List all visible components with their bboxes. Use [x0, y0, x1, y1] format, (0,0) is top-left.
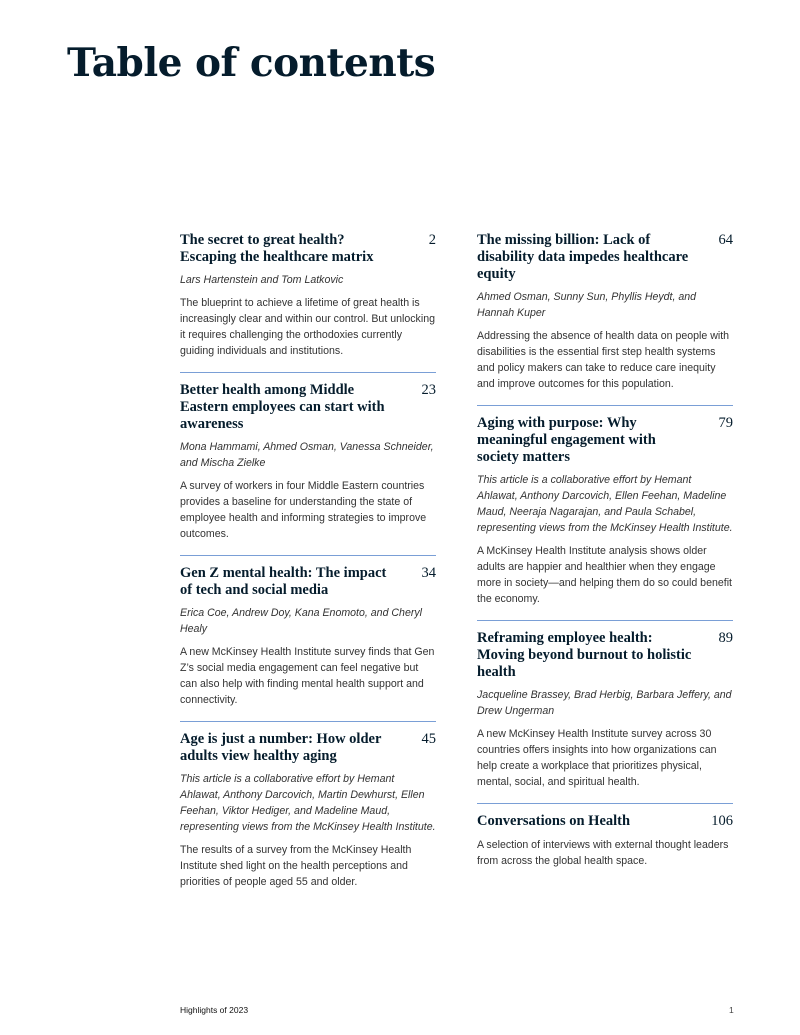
footer-publication-label: Highlights of 2023 — [180, 1005, 249, 1015]
toc-entry[interactable] — [180, 232, 436, 372]
toc-right-column — [477, 232, 733, 869]
toc-entry-authors: Mona Hammami, Ahmed Osman, Vanessa Schneider, and Mischa Zielke — [180, 441, 434, 469]
toc-entry-page-number[interactable]: 23 — [421, 382, 436, 398]
toc-entry-page-number[interactable]: 79 — [718, 415, 733, 431]
footer-page-number: 1 — [729, 1005, 734, 1015]
toc-entry-page-number[interactable]: 64 — [718, 232, 733, 248]
toc-entry[interactable] — [180, 372, 436, 555]
toc-entry-authors: This article is a collaborative effort by Hemant Ahlawat, Anthony Darcovich, Ellen Feehan, Madeline Maud, Neeraja Nagarajan, and Paula Schabel, representing views from the McKinsey Health Institute. — [477, 474, 733, 534]
toc-entry-title[interactable]: Gen Z mental health: The impact of tech and social media — [180, 565, 387, 598]
toc-entry-description: Addressing the absence of health data on people with disabilities is the essential first step health systems and policy makers can take to reduce care inequity and improve outcomes for this population. — [477, 330, 730, 390]
toc-entry-page-number[interactable]: 106 — [711, 813, 733, 829]
toc-entry-description: A new McKinsey Health Institute survey across 30 countries offers insights into how organizations can help create a workplace that prioritizes physical, mental, social, and spiritual health. — [477, 728, 717, 788]
toc-entry[interactable] — [180, 555, 436, 721]
toc-left-column — [180, 232, 436, 890]
toc-entry-title[interactable]: Reframing employee health: Moving beyond burnout to holistic health — [477, 630, 692, 680]
toc-entry-authors: Lars Hartenstein and Tom Latkovic — [180, 274, 344, 286]
toc-entry[interactable] — [180, 721, 436, 890]
toc-entry-description: A McKinsey Health Institute analysis shows older adults are happier and healthier when they engage more in society—and helping them do so could benefit the economy. — [477, 545, 732, 605]
toc-entry-page-number[interactable]: 2 — [428, 232, 436, 248]
toc-entry-page-number[interactable]: 89 — [718, 630, 733, 646]
toc-entry-description: A selection of interviews with external thought leaders from across the global health space. — [477, 839, 729, 867]
toc-entry[interactable] — [477, 232, 733, 405]
toc-entry-description: A new McKinsey Health Institute survey finds that Gen Z’s social media engagement can feel negative but can also help with finding mental health support and connectivity. — [180, 646, 435, 706]
toc-entry-page-number[interactable]: 34 — [421, 565, 436, 581]
toc-entry-title[interactable]: The secret to great health? Escaping the healthcare matrix — [180, 232, 374, 265]
toc-entry-title[interactable]: Better health among Middle Eastern employees can start with awareness — [180, 382, 385, 432]
toc-entry-description: The results of a survey from the McKinsey Health Institute shed light on the health perceptions and priorities of people aged 55 and older. — [180, 844, 412, 888]
toc-entry-title[interactable]: Age is just a number: How older adults view healthy aging — [180, 731, 382, 764]
toc-entry[interactable] — [477, 803, 733, 869]
toc-entry-description: A survey of workers in four Middle Eastern countries provides a baseline for understanding the state of employee health and informing strategies to improve outcomes. — [180, 480, 427, 540]
toc-entry-description: The blueprint to achieve a lifetime of great health is increasingly clear and within our control. But unlocking it requires challenging the orthodoxies currently guiding individuals and institutions. — [180, 297, 435, 357]
toc-entry-page-number[interactable]: 45 — [421, 731, 436, 747]
toc-entry-authors: Erica Coe, Andrew Doy, Kana Enomoto, and Cheryl Healy — [180, 607, 423, 635]
page-title: Table of contents — [67, 40, 436, 86]
toc-entry-authors: This article is a collaborative effort by Hemant Ahlawat, Anthony Darcovich, Martin Dewhurst, Ellen Feehan, Viktor Hediger, and Madeline Maud, representing views from the McKinsey Health Institute. — [180, 773, 436, 833]
toc-entry-authors: Ahmed Osman, Sunny Sun, Phyllis Heydt, and Hannah Kuper — [477, 291, 697, 319]
toc-entry[interactable] — [477, 405, 733, 620]
toc-entry-title[interactable]: The missing billion: Lack of disability data impedes healthcare equity — [477, 232, 689, 282]
toc-entry-authors: Jacqueline Brassey, Brad Herbig, Barbara Jeffery, and Drew Ungerman — [477, 689, 732, 717]
toc-entry-title[interactable]: Conversations on Health — [477, 813, 631, 829]
toc-entry[interactable] — [477, 620, 733, 803]
toc-entry-title[interactable]: Aging with purpose: Why meaningful engagement with society matters — [477, 415, 656, 465]
